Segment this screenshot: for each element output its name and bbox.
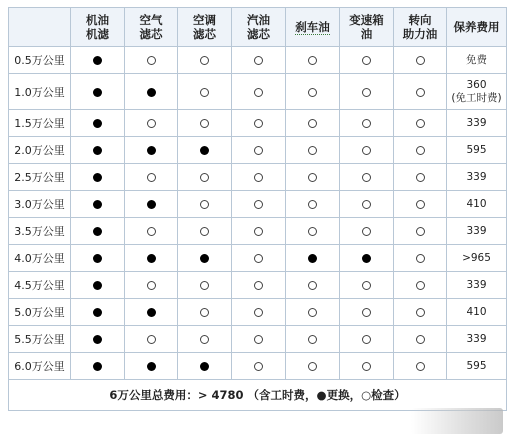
schedule-cell — [178, 191, 232, 218]
replace-dot-icon — [93, 200, 102, 209]
replace-dot-icon — [147, 146, 156, 155]
cost-cell — [447, 272, 507, 299]
check-circle-icon — [200, 227, 209, 236]
schedule-cell — [71, 218, 125, 245]
schedule-cell — [286, 191, 340, 218]
cost-cell — [447, 326, 507, 353]
schedule-cell — [394, 47, 447, 74]
check-circle-icon — [362, 88, 371, 97]
schedule-cell — [394, 137, 447, 164]
check-circle-icon — [308, 173, 317, 182]
check-circle-icon — [308, 227, 317, 236]
check-circle-icon — [254, 88, 263, 97]
check-circle-icon — [200, 308, 209, 317]
cost-value: 360 — [466, 78, 487, 91]
schedule-cell — [340, 218, 394, 245]
header-label: 保养费用 — [453, 20, 500, 34]
check-circle-icon — [254, 119, 263, 128]
check-circle-icon — [200, 119, 209, 128]
check-circle-icon — [254, 335, 263, 344]
schedule-cell — [125, 74, 178, 110]
check-circle-icon — [200, 56, 209, 65]
schedule-cell — [178, 218, 232, 245]
check-circle-icon — [416, 281, 425, 290]
schedule-cell — [178, 353, 232, 380]
header-air-filter — [125, 8, 178, 47]
check-circle-icon — [416, 227, 425, 236]
mileage-label: 3.0万公里 — [9, 191, 71, 218]
schedule-cell — [286, 272, 340, 299]
table-row — [9, 137, 507, 164]
schedule-cell — [178, 164, 232, 191]
check-circle-icon — [147, 119, 156, 128]
check-circle-icon — [254, 281, 263, 290]
schedule-cell — [286, 137, 340, 164]
schedule-cell — [178, 299, 232, 326]
check-circle-icon — [147, 227, 156, 236]
schedule-cell — [71, 326, 125, 353]
cost-cell — [447, 245, 507, 272]
replace-dot-icon — [200, 362, 209, 371]
check-circle-icon — [308, 281, 317, 290]
replace-dot-icon — [200, 146, 209, 155]
check-circle-icon — [362, 173, 371, 182]
schedule-cell — [125, 191, 178, 218]
schedule-cell — [71, 299, 125, 326]
check-circle-icon — [254, 362, 263, 371]
replace-dot-icon — [93, 119, 102, 128]
header-transmission-oil — [340, 8, 394, 47]
header-label: 空调 — [193, 13, 216, 27]
check-circle-icon — [308, 308, 317, 317]
check-circle-icon — [416, 254, 425, 263]
schedule-cell — [232, 218, 286, 245]
schedule-cell — [125, 137, 178, 164]
schedule-cell — [340, 326, 394, 353]
check-circle-icon — [254, 200, 263, 209]
watermark-logo — [411, 408, 503, 434]
header-oil-filter — [71, 8, 125, 47]
check-circle-icon — [416, 146, 425, 155]
cost-cell — [447, 47, 507, 74]
cost-value: 410 — [466, 305, 487, 318]
schedule-cell — [178, 137, 232, 164]
mileage-label: 4.0万公里 — [9, 245, 71, 272]
schedule-cell — [340, 74, 394, 110]
replace-dot-icon — [93, 56, 102, 65]
header-label: 变速箱 — [349, 13, 384, 27]
schedule-cell — [178, 245, 232, 272]
replace-dot-icon — [147, 362, 156, 371]
schedule-cell — [232, 110, 286, 137]
check-circle-icon — [416, 56, 425, 65]
schedule-cell — [71, 164, 125, 191]
schedule-cell — [286, 245, 340, 272]
header-label: 转向 — [408, 13, 432, 27]
header-label: 滤芯 — [247, 27, 270, 41]
schedule-cell — [286, 218, 340, 245]
cost-cell — [447, 299, 507, 326]
schedule-cell — [232, 191, 286, 218]
header-label: 机油 — [86, 13, 109, 27]
check-circle-icon — [308, 335, 317, 344]
cost-value: 339 — [466, 170, 487, 183]
replace-dot-icon — [147, 308, 156, 317]
mileage-label: 6.0万公里 — [9, 353, 71, 380]
check-circle-icon — [362, 146, 371, 155]
schedule-cell — [286, 326, 340, 353]
check-circle-icon — [200, 88, 209, 97]
header-label: 油 — [360, 27, 373, 41]
schedule-cell — [340, 353, 394, 380]
table-row — [9, 218, 507, 245]
check-circle-icon — [362, 200, 371, 209]
mileage-label: 3.5万公里 — [9, 218, 71, 245]
schedule-cell — [178, 326, 232, 353]
check-circle-icon — [416, 335, 425, 344]
maintenance-schedule-table — [8, 7, 507, 411]
check-circle-icon — [308, 200, 317, 209]
header-label: 助力油 — [402, 27, 438, 41]
schedule-cell — [71, 74, 125, 110]
mileage-label: 4.5万公里 — [9, 272, 71, 299]
schedule-cell — [232, 272, 286, 299]
check-circle-icon — [200, 173, 209, 182]
schedule-cell — [286, 74, 340, 110]
header-ac-filter — [178, 8, 232, 47]
schedule-cell — [125, 47, 178, 74]
schedule-cell — [71, 191, 125, 218]
cost-value: 339 — [466, 278, 487, 291]
schedule-cell — [125, 326, 178, 353]
schedule-cell — [394, 245, 447, 272]
schedule-cell — [286, 110, 340, 137]
table-row — [9, 110, 507, 137]
schedule-cell — [340, 299, 394, 326]
schedule-cell — [178, 272, 232, 299]
header-row — [9, 8, 507, 47]
header-label: 空气 — [139, 13, 163, 27]
check-circle-icon — [254, 56, 263, 65]
schedule-cell — [394, 353, 447, 380]
check-circle-icon — [200, 200, 209, 209]
check-circle-icon — [200, 281, 209, 290]
cost-cell — [447, 218, 507, 245]
check-circle-icon — [308, 88, 317, 97]
table-row — [9, 245, 507, 272]
header-brake-fluid — [286, 8, 340, 47]
schedule-cell — [340, 47, 394, 74]
schedule-cell — [394, 110, 447, 137]
table-row — [9, 47, 507, 74]
cost-value: 339 — [466, 332, 487, 345]
mileage-label: 0.5万公里 — [9, 47, 71, 74]
cost-cell — [447, 74, 507, 110]
schedule-cell — [394, 299, 447, 326]
replace-dot-icon — [200, 254, 209, 263]
check-circle-icon — [147, 281, 156, 290]
table-row — [9, 353, 507, 380]
replace-dot-icon — [308, 254, 317, 263]
schedule-cell — [125, 164, 178, 191]
mileage-label: 1.0万公里 — [9, 74, 71, 110]
replace-dot-icon — [147, 88, 156, 97]
check-circle-icon — [254, 254, 263, 263]
schedule-cell — [340, 137, 394, 164]
replace-dot-icon — [93, 254, 102, 263]
schedule-cell — [71, 272, 125, 299]
check-circle-icon — [362, 335, 371, 344]
schedule-cell — [232, 326, 286, 353]
cost-note: (免工时费) — [451, 91, 502, 104]
check-circle-icon — [416, 308, 425, 317]
check-circle-icon — [362, 56, 371, 65]
cost-value: 339 — [466, 116, 487, 129]
replace-dot-icon — [147, 200, 156, 209]
cost-value: 595 — [466, 359, 487, 372]
schedule-cell — [232, 353, 286, 380]
schedule-cell — [71, 245, 125, 272]
cost-value: 免费 — [466, 53, 487, 66]
table-row — [9, 299, 507, 326]
check-circle-icon — [308, 119, 317, 128]
schedule-cell — [286, 164, 340, 191]
mileage-label: 5.0万公里 — [9, 299, 71, 326]
replace-dot-icon — [93, 281, 102, 290]
table-row — [9, 272, 507, 299]
check-circle-icon — [147, 173, 156, 182]
replace-dot-icon — [93, 335, 102, 344]
replace-dot-icon — [362, 254, 371, 263]
schedule-cell — [125, 353, 178, 380]
schedule-cell — [125, 245, 178, 272]
replace-dot-icon — [93, 308, 102, 317]
table-row — [9, 164, 507, 191]
summary-row — [9, 380, 507, 411]
check-circle-icon — [362, 227, 371, 236]
cost-cell — [447, 353, 507, 380]
schedule-cell — [71, 47, 125, 74]
check-circle-icon — [308, 146, 317, 155]
check-circle-icon — [147, 335, 156, 344]
schedule-cell — [232, 299, 286, 326]
replace-dot-icon — [147, 254, 156, 263]
schedule-cell — [178, 74, 232, 110]
header-label: 滤芯 — [193, 27, 216, 41]
schedule-cell — [286, 47, 340, 74]
cost-value: 410 — [466, 197, 487, 210]
replace-dot-icon — [93, 146, 102, 155]
schedule-cell — [125, 218, 178, 245]
check-circle-icon — [254, 308, 263, 317]
check-circle-icon — [254, 146, 263, 155]
schedule-cell — [125, 110, 178, 137]
schedule-cell — [340, 110, 394, 137]
cost-value: 595 — [466, 143, 487, 156]
schedule-cell — [125, 299, 178, 326]
header-corner — [9, 8, 71, 47]
cost-value: 339 — [466, 224, 487, 237]
total-cost-summary: 6万公里总费用：> 4780 （含工时费，●更换，○检查） — [9, 380, 507, 411]
cost-cell — [447, 164, 507, 191]
schedule-cell — [232, 137, 286, 164]
cost-cell — [447, 191, 507, 218]
schedule-cell — [232, 164, 286, 191]
check-circle-icon — [362, 119, 371, 128]
schedule-cell — [340, 191, 394, 218]
table-row — [9, 326, 507, 353]
check-circle-icon — [147, 56, 156, 65]
schedule-cell — [232, 245, 286, 272]
mileage-label: 1.5万公里 — [9, 110, 71, 137]
check-circle-icon — [362, 308, 371, 317]
schedule-cell — [286, 299, 340, 326]
check-circle-icon — [308, 362, 317, 371]
check-circle-icon — [362, 281, 371, 290]
mileage-label: 5.5万公里 — [9, 326, 71, 353]
check-circle-icon — [416, 362, 425, 371]
check-circle-icon — [200, 335, 209, 344]
schedule-cell — [286, 353, 340, 380]
header-label: 汽油 — [247, 13, 270, 27]
schedule-cell — [394, 272, 447, 299]
header-label: 机滤 — [86, 27, 109, 41]
schedule-cell — [340, 272, 394, 299]
header-power-steering-oil — [394, 8, 447, 47]
schedule-cell — [71, 353, 125, 380]
check-circle-icon — [416, 173, 425, 182]
schedule-cell — [394, 191, 447, 218]
replace-dot-icon — [93, 227, 102, 236]
mileage-label: 2.0万公里 — [9, 137, 71, 164]
check-circle-icon — [416, 119, 425, 128]
mileage-label: 2.5万公里 — [9, 164, 71, 191]
cost-cell — [447, 110, 507, 137]
cost-value: >965 — [462, 251, 491, 264]
schedule-cell — [178, 110, 232, 137]
header-label: 滤芯 — [139, 27, 163, 41]
schedule-cell — [394, 326, 447, 353]
check-circle-icon — [362, 362, 371, 371]
check-circle-icon — [416, 88, 425, 97]
schedule-cell — [71, 137, 125, 164]
header-label: 刹车油 — [295, 20, 330, 34]
replace-dot-icon — [93, 173, 102, 182]
replace-dot-icon — [93, 88, 102, 97]
schedule-cell — [394, 74, 447, 110]
schedule-cell — [394, 218, 447, 245]
schedule-cell — [394, 164, 447, 191]
check-circle-icon — [416, 200, 425, 209]
check-circle-icon — [254, 173, 263, 182]
header-fuel-filter — [232, 8, 286, 47]
schedule-cell — [178, 47, 232, 74]
schedule-cell — [125, 272, 178, 299]
schedule-cell — [71, 110, 125, 137]
schedule-cell — [232, 47, 286, 74]
schedule-cell — [340, 245, 394, 272]
replace-dot-icon — [93, 362, 102, 371]
table-row — [9, 74, 507, 110]
check-circle-icon — [254, 227, 263, 236]
check-circle-icon — [308, 56, 317, 65]
table-row — [9, 191, 507, 218]
cost-cell — [447, 137, 507, 164]
header-maintenance-cost — [447, 8, 507, 47]
schedule-cell — [232, 74, 286, 110]
schedule-cell — [340, 164, 394, 191]
